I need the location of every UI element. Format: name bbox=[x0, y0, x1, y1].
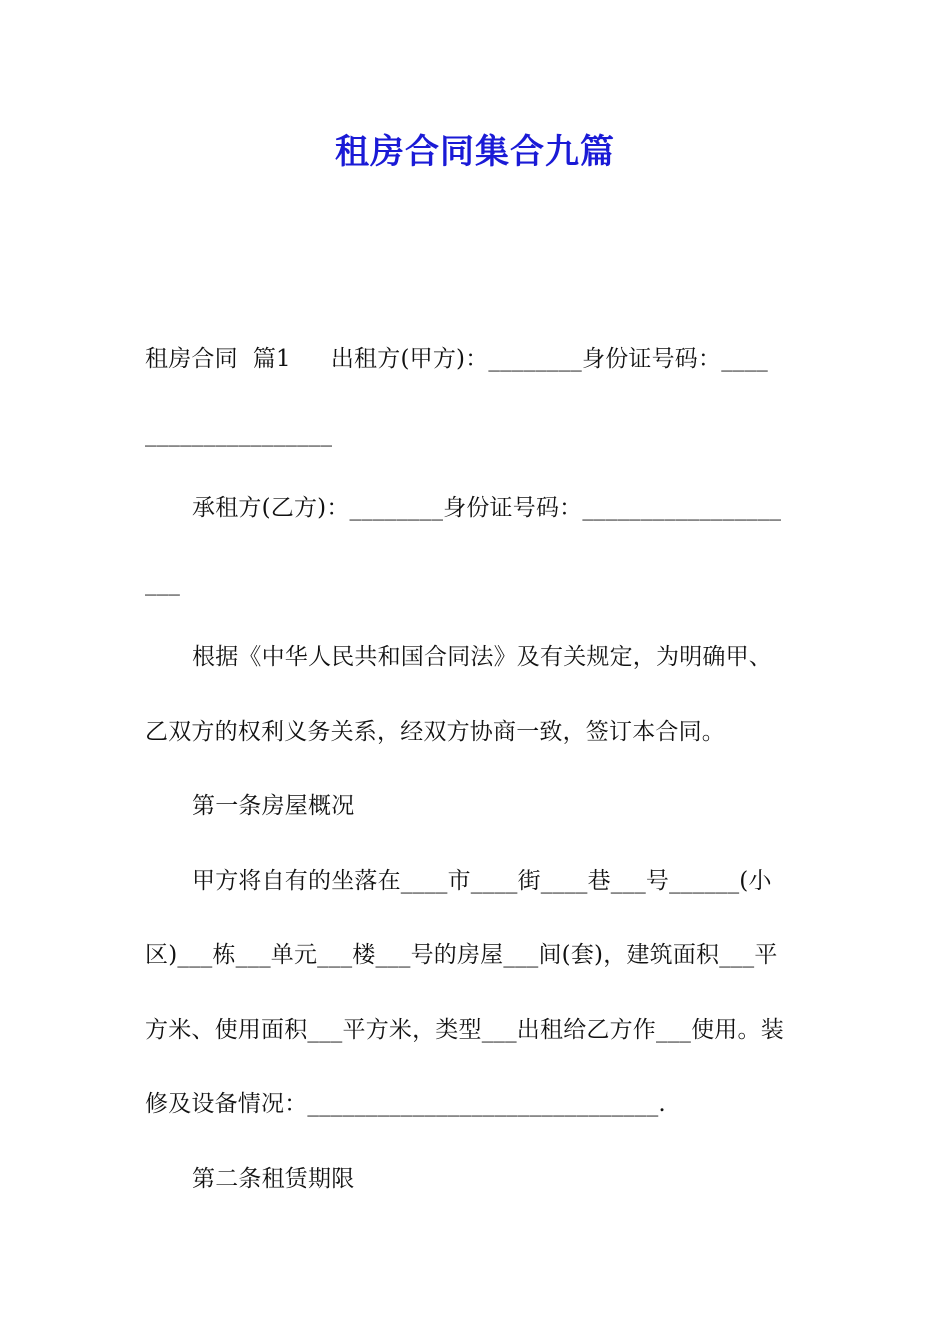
lessor-line: 出租方(甲方)：________身份证号码：____ bbox=[330, 346, 769, 372]
paragraph-line: 承租方(乙方)：________身份证号码：_________________ bbox=[192, 495, 782, 521]
paragraph-line bbox=[145, 322, 810, 397]
section-heading: 第一条房屋概况 bbox=[192, 793, 355, 819]
document-body bbox=[145, 322, 810, 1216]
paragraph-line: 乙双方的权利义务关系，经双方协商一致，签订本合同。 bbox=[145, 718, 725, 745]
section-heading: 第二条租赁期限 bbox=[192, 1165, 355, 1192]
paragraph-line: 根据《中华人民共和国合同法》及有关规定，为明确甲、 bbox=[192, 644, 772, 670]
paragraph-line: ________________ bbox=[145, 420, 333, 447]
paragraph-line: 区)___栋___单元___楼___号的房屋___间(套)，建筑面积___平 bbox=[145, 942, 778, 968]
document-title: 租房合同集合九篇 bbox=[335, 132, 615, 172]
chapter-label: 租房合同 篇1 bbox=[145, 346, 291, 372]
paragraph-line: 方米、使用面积___平方米，类型___出租给乙方作___使用。装 bbox=[145, 1016, 784, 1043]
paragraph-line: ___ bbox=[145, 569, 181, 596]
paragraph-line: 修及设备情况：______________________________. bbox=[145, 1091, 666, 1117]
paragraph-line: 甲方将自有的坐落在____市____街____巷___号______(小 bbox=[192, 867, 772, 894]
